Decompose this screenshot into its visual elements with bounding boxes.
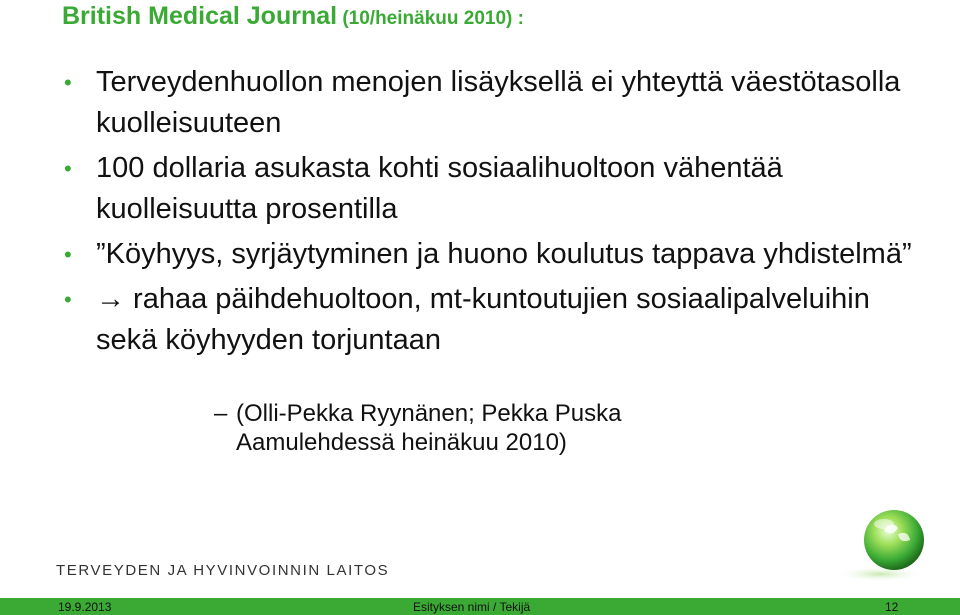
bullet-text: Terveydenhuollon menojen lisäyksellä ei yhteyttä väestötasolla kuolleisuuteen [96,66,901,139]
dash-icon: – [214,400,228,427]
bullet-text: ”Köyhyys, syrjäytyminen ja huono koulutus tappava yhdistelmä” [96,238,912,270]
bullet-text: rahaa päihdehuoltoon, mt-kuntoutujien sosiaalipalveluihin sekä köyhyyden torjuntaan [96,283,870,356]
slide-title [62,2,524,31]
bullet-dot-icon: • [64,70,72,95]
footer-date: 19.9.2013 [58,600,112,614]
bullet-item [62,148,922,230]
green-leaf-sphere-icon [832,504,932,584]
bullet-dot-icon: • [64,287,72,312]
title-subtitle: (10/heinäkuu 2010) : [337,8,524,29]
bullet-dot-icon: • [64,242,72,267]
citation-line-2: Aamulehdessä heinäkuu 2010) [236,429,567,456]
footer-page-number: 12 [885,600,899,614]
bullet-item [62,234,922,275]
bullet-list [62,62,922,365]
bullet-item [62,279,922,361]
citation-subbullet [214,399,622,457]
citation-line-1: (Olli-Pekka Ryynänen; Pekka Puska [236,400,622,427]
organization-logo-text: TERVEYDEN JA HYVINVOINNIN LAITOS [56,562,390,579]
bullet-dot-icon: • [64,156,72,181]
bullet-text: 100 dollaria asukasta kohti sosiaalihuoltoon vähentää kuolleisuutta prosentilla [96,152,783,225]
title-main: British Medical Journal [62,2,338,30]
bullet-item [62,62,922,144]
arrow-icon: → [96,283,125,315]
footer-presentation-title: Esityksen nimi / Tekijä [413,600,531,614]
